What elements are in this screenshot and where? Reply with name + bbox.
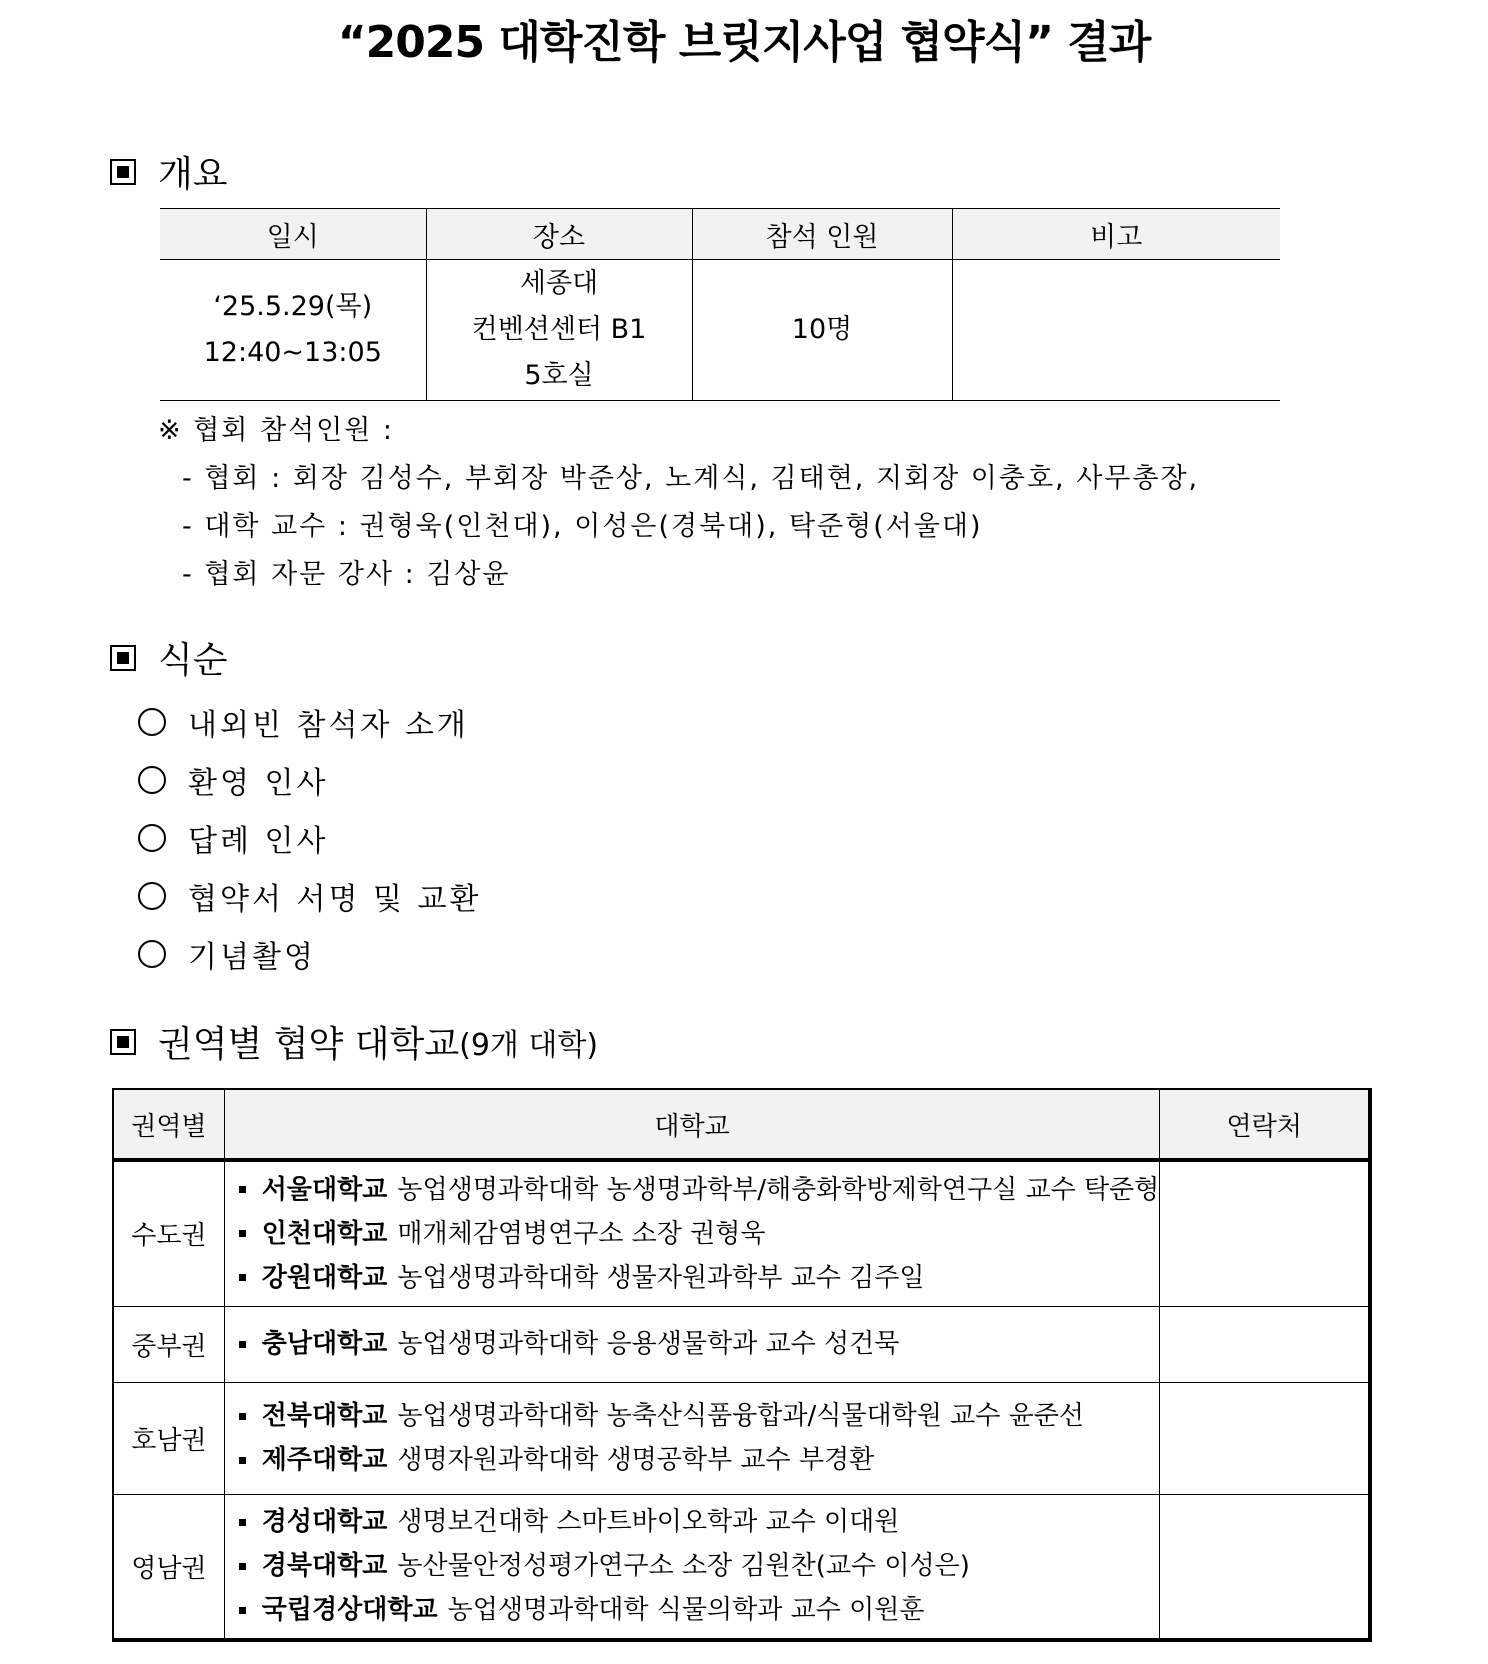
overview-date: ‘25.5.29(목) xyxy=(213,291,373,322)
square-bullet-icon xyxy=(239,1230,246,1237)
list-item xyxy=(239,1322,1160,1366)
square-bullet-icon xyxy=(239,1186,246,1193)
contact-cell xyxy=(1160,1160,1370,1306)
university-name: 강원대학교 xyxy=(261,1262,388,1293)
region-name: 영남권 xyxy=(113,1494,224,1640)
square-bullet-icon xyxy=(239,1457,246,1464)
order-item xyxy=(138,816,328,860)
university-detail: 생명자원과학대학 생명공학부 교수 부경환 xyxy=(397,1445,875,1475)
section-overview-label: 개요 xyxy=(158,154,228,195)
list-item xyxy=(239,1588,1160,1632)
attendee-note-professors: - 대학 교수 : 권형욱(인천대), 이성은(경북대), 탁준형(서울대) xyxy=(182,511,983,542)
order-item-label: 협약서 서명 및 교환 xyxy=(188,882,482,917)
square-bullet-icon xyxy=(110,159,136,185)
section-overview-heading xyxy=(110,146,228,197)
table-row xyxy=(113,1494,1370,1640)
section-universities-heading xyxy=(110,1016,598,1067)
region-name: 중부권 xyxy=(113,1306,224,1382)
section-universities-count: (9개 대학) xyxy=(459,1027,599,1063)
university-detail: 농업생명과학대학 응용생물학과 교수 성건묵 xyxy=(397,1329,900,1359)
list-item xyxy=(239,1394,1160,1438)
university-detail: 농업생명과학대학 식물의학과 교수 이원훈 xyxy=(447,1595,925,1626)
university-name: 인천대학교 xyxy=(261,1218,388,1249)
order-item xyxy=(138,874,481,918)
university-table xyxy=(112,1088,1372,1642)
university-name: 서울대학교 xyxy=(261,1174,388,1205)
document-title: “2025 대학진학 브릿지사업 협약식” 결과 xyxy=(337,17,1151,68)
order-item-label: 기념촬영 xyxy=(188,940,316,975)
overview-header-place: 장소 xyxy=(426,209,692,260)
overview-place-line3: 5호실 xyxy=(524,360,594,391)
university-detail: 농업생명과학대학 생물자원과학부 교수 김주일 xyxy=(397,1262,925,1293)
square-bullet-icon xyxy=(239,1519,246,1526)
uni-header-university: 대학교 xyxy=(224,1089,1160,1160)
overview-place-line2: 컨벤션센터 B1 xyxy=(471,314,647,345)
section-order-label: 식순 xyxy=(158,640,228,681)
circle-bullet-icon xyxy=(138,708,166,736)
section-universities-label: 권역별 협약 대학교 xyxy=(158,1024,460,1065)
university-list xyxy=(224,1306,1160,1382)
attendee-note-heading: ※ 협회 참석인원 : xyxy=(158,415,394,446)
university-detail: 농업생명과학대학 농축산식품융합과/식물대학원 교수 윤준선 xyxy=(397,1401,1084,1431)
region-name: 호남권 xyxy=(113,1382,224,1494)
uni-header-region: 권역별 xyxy=(113,1089,224,1160)
list-item xyxy=(239,1168,1160,1212)
overview-remarks xyxy=(952,260,1280,401)
overview-attendees: 10명 xyxy=(692,260,952,401)
university-list xyxy=(224,1494,1160,1640)
table-row xyxy=(113,1160,1370,1306)
order-item xyxy=(138,932,316,976)
attendee-note-association: - 협회 : 회장 김성수, 부회장 박준상, 노계식, 김태현, 지회장 이충호, 사무총장, xyxy=(182,463,1200,494)
square-bullet-icon xyxy=(110,1029,136,1055)
square-bullet-icon xyxy=(239,1413,246,1420)
university-list xyxy=(224,1160,1160,1306)
list-item xyxy=(239,1438,1160,1482)
uni-header-contact: 연락처 xyxy=(1160,1089,1370,1160)
square-bullet-icon xyxy=(239,1341,246,1348)
order-item-label: 내외빈 참석자 소개 xyxy=(188,708,469,743)
circle-bullet-icon xyxy=(138,824,166,852)
university-detail: 매개체감염병연구소 소장 권형욱 xyxy=(397,1218,766,1249)
list-item xyxy=(239,1256,1160,1300)
order-item-label: 환영 인사 xyxy=(188,766,329,801)
university-detail: 농산물안정성평가연구소 소장 김원찬(교수 이성은) xyxy=(397,1551,970,1582)
order-item xyxy=(138,758,328,802)
overview-time: 12:40~13:05 xyxy=(203,337,382,368)
overview-header-date: 일시 xyxy=(160,209,426,260)
contact-cell xyxy=(1160,1382,1370,1494)
section-order-heading xyxy=(110,632,228,683)
list-item xyxy=(239,1500,1160,1544)
university-name: 국립경상대학교 xyxy=(261,1595,438,1626)
overview-table xyxy=(160,208,1280,401)
overview-header-attendees: 참석 인원 xyxy=(692,209,952,260)
list-item xyxy=(239,1544,1160,1588)
circle-bullet-icon xyxy=(138,766,166,794)
overview-place-line1: 세종대 xyxy=(519,268,599,299)
circle-bullet-icon xyxy=(138,940,166,968)
order-item xyxy=(138,700,469,744)
university-list xyxy=(224,1382,1160,1494)
contact-cell xyxy=(1160,1494,1370,1640)
circle-bullet-icon xyxy=(138,882,166,910)
university-name: 충남대학교 xyxy=(261,1329,388,1359)
university-name: 제주대학교 xyxy=(261,1445,388,1475)
university-name: 경성대학교 xyxy=(261,1507,388,1538)
university-detail: 농업생명과학대학 농생명과학부/해충화학방제학연구실 교수 탁준형 xyxy=(397,1174,1160,1205)
table-row xyxy=(113,1382,1370,1494)
overview-date-cell xyxy=(160,260,426,401)
university-name: 전북대학교 xyxy=(261,1401,388,1431)
table-row xyxy=(113,1306,1370,1382)
square-bullet-icon xyxy=(239,1274,246,1281)
university-name: 경북대학교 xyxy=(261,1551,388,1582)
square-bullet-icon xyxy=(239,1607,246,1614)
overview-place-cell xyxy=(426,260,692,401)
square-bullet-icon xyxy=(110,645,136,671)
square-bullet-icon xyxy=(239,1563,246,1570)
contact-cell xyxy=(1160,1306,1370,1382)
attendee-note-advisor: - 협회 자문 강사 : 김상윤 xyxy=(182,559,511,590)
order-item-label: 답례 인사 xyxy=(188,824,329,859)
university-detail: 생명보건대학 스마트바이오학과 교수 이대원 xyxy=(397,1507,900,1538)
list-item xyxy=(239,1212,1160,1256)
region-name: 수도권 xyxy=(113,1160,224,1306)
overview-header-remarks: 비고 xyxy=(952,209,1280,260)
